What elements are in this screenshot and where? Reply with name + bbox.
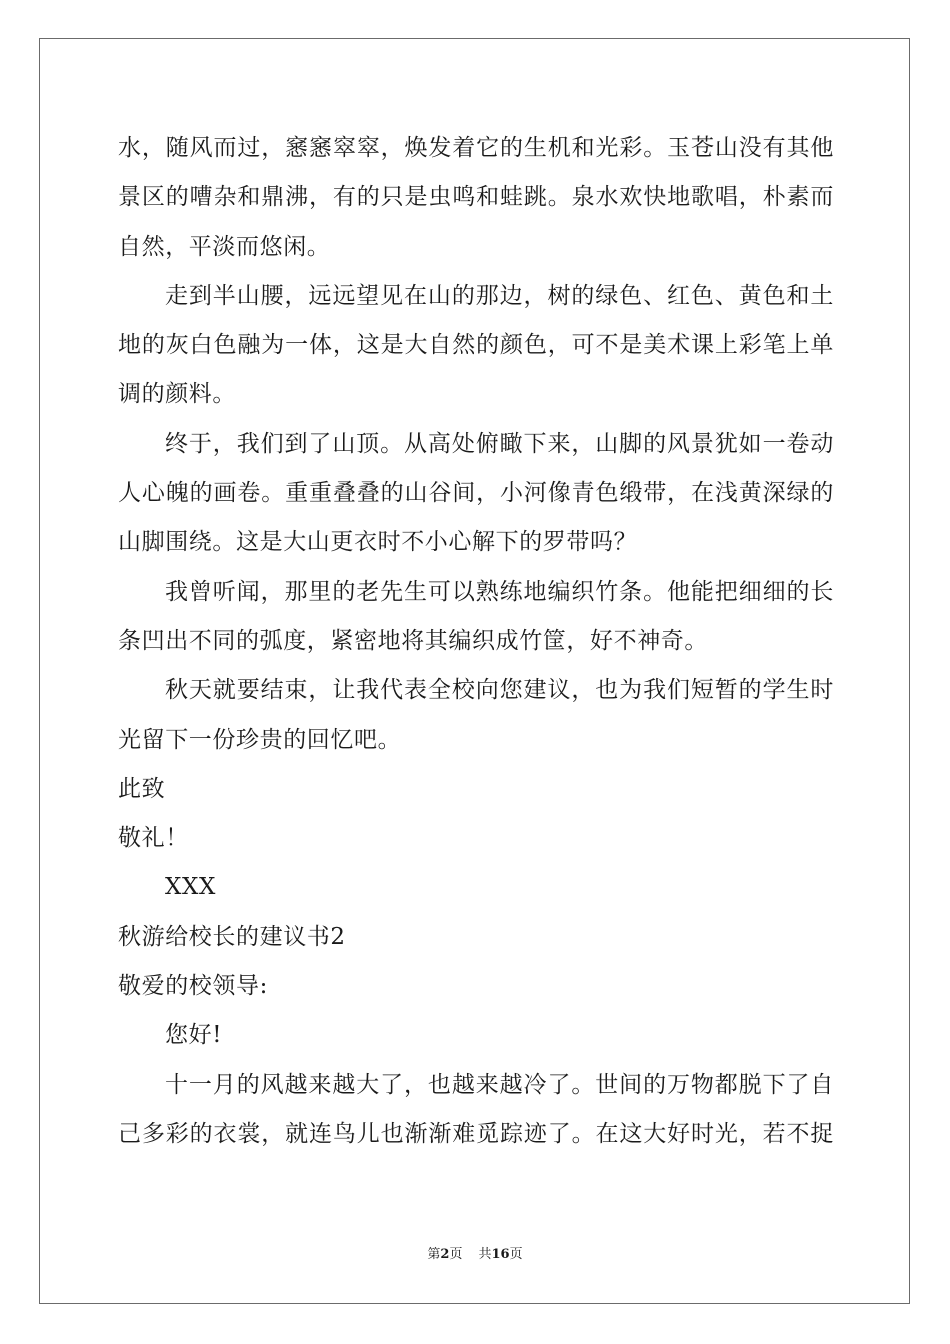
- paragraph-first-line: 终于，我们到了山顶。从高处俯瞰下来，山脚的风景犹如一卷动: [165, 430, 834, 457]
- text-line: 水，随风而过，窸窸窣窣，焕发着它的生机和光彩。玉苍山没有其他: [118, 135, 834, 161]
- page-number-footer: [0, 1246, 950, 1264]
- text-line: 光留下一份珍贵的回忆吧。: [118, 726, 402, 753]
- closing-salutation: 此致: [118, 775, 166, 802]
- text-line: 条凹出不同的弧度，紧密地将其编织成竹筐，好不神奇。: [118, 627, 708, 654]
- greeting: 您好!: [165, 1022, 223, 1049]
- paragraph-first-line: 我曾听闻，那里的老先生可以熟练地编织竹条。他能把细细的长: [165, 578, 834, 605]
- paragraph-first-line: 秋天就要结束，让我代表全校向您建议，也为我们短暂的学生时: [165, 677, 834, 704]
- section-title: 秋游给校长的建议书2: [118, 923, 346, 950]
- current-page-number: 2: [440, 1247, 450, 1262]
- paragraph-first-line: 走到半山腰，远远望见在山的那边，树的绿色、红色、黄色和土: [165, 282, 834, 309]
- footer-total-prefix: 共: [478, 1247, 492, 1262]
- text-line: 地的灰白色融为一体，这是大自然的颜色，可不是美术课上彩笔上单: [118, 332, 834, 359]
- footer-page-suffix: 页: [449, 1247, 463, 1262]
- text-line: 己多彩的衣裳，就连鸟儿也渐渐难觅踪迹了。在这大好时光，若不捉: [118, 1120, 834, 1147]
- footer-prefix: 第: [427, 1247, 441, 1262]
- closing-regards: 敬礼！: [118, 825, 189, 852]
- signature: XXX: [165, 874, 216, 901]
- text-line: 自然，平淡而悠闲。: [118, 233, 331, 260]
- text-line: 人心魄的画卷。重重叠叠的山谷间，小河像青色缎带，在浅黄深绿的: [118, 480, 834, 507]
- total-page-count: 16: [491, 1247, 510, 1262]
- text-line: 景区的嘈杂和鼎沸，有的只是虫鸣和蛙跳。泉水欢快地歌唱，朴素而: [118, 184, 834, 211]
- text-line: 山脚围绕。这是大山更衣时不小心解下的罗带吗？: [118, 529, 638, 556]
- letter-salutation: 敬爱的校领导:: [118, 973, 268, 1000]
- footer-total-suffix: 页: [509, 1247, 523, 1262]
- text-line: 调的颜料。: [118, 381, 236, 408]
- paragraph-first-line: 十一月的风越来越大了，也越来越冷了。世间的万物都脱下了自: [165, 1071, 834, 1098]
- document-body: [118, 124, 834, 1159]
